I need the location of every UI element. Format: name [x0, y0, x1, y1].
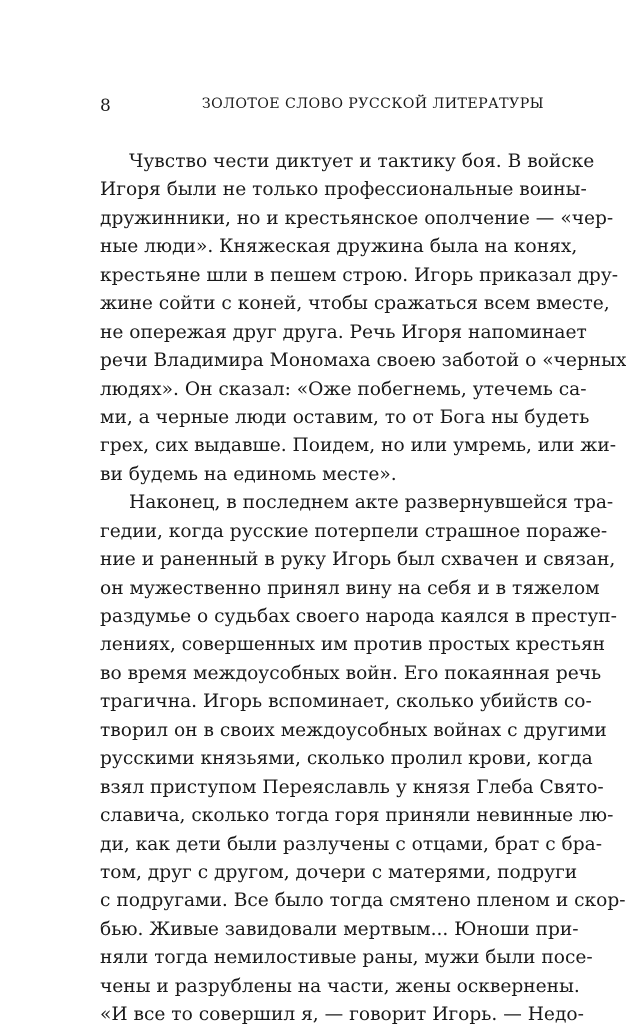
text-line: речи Владимира Мономаха своею заботой о «черных [100, 350, 626, 372]
text-line: няли тогда немилостивые раны, мужи были посе- [100, 947, 593, 969]
text-line: лениях, совершенных им против простых крестьян [100, 634, 606, 656]
text-line: людях». Он сказал: «Оже побегнемь, утечемь са- [100, 378, 587, 400]
text-line: Игоря были не только профессиональные воины- [100, 179, 587, 201]
text-line: Наконец, в последнем акте развернувшейся тра- [129, 492, 614, 514]
text-line: ные люди». Княжеская дружина была на конях, [100, 236, 578, 258]
text-line: ми, а черные люди оставим, то от Бога ны будеть [100, 406, 590, 428]
text-line: ние и раненный в руку Игорь был схвачен и связан, [100, 549, 616, 571]
text-line: дружинники, но и крестьянское ополчение — «чер- [100, 207, 614, 229]
text-line: ди, как дети были разлучены с отцами, брат с бра- [100, 833, 603, 855]
body-text [100, 148, 626, 1030]
text-line: том, друг с другом, дочери с матерями, подруги [100, 861, 578, 883]
page-number: 8 [100, 96, 111, 116]
text-line: Чувство чести диктует и тактику боя. В войске [129, 151, 595, 172]
text-line: творил он в своих междоусобных войнах с другими [100, 719, 607, 741]
text-line: во время междоусобных войн. Его покаянная речь [100, 662, 602, 684]
text-line: чены и разрублены на части, жены осквернены. [100, 975, 580, 997]
text-line: гедии, когда русские потерпели страшное пораже- [100, 520, 608, 542]
text-line: «И все то совершил я, — говорит Игорь. — Недо- [100, 1004, 584, 1026]
text-line: с подругами. Все было тогда смятено пленом и скор- [100, 890, 626, 912]
running-title: ЗОЛОТОЕ СЛОВО РУССКОЙ ЛИТЕРАТУРЫ [201, 96, 544, 112]
text-line: грех, сих выдавше. Поидем, но или умремь, или жи- [100, 435, 617, 457]
text-line: раздумье о судьбах своего народа каялся в преступ- [100, 606, 617, 627]
text-line: взял приступом Переяславль у князя Глеба Свято- [100, 776, 604, 798]
text-line: не опережая друг друга. Речь Игоря напоминает [100, 321, 587, 343]
text-line: он мужественно принял вину на себя и в тяжелом [100, 577, 600, 599]
text-line: русскими князьями, сколько пролил крови, когда [100, 748, 593, 770]
text-line: трагична. Игорь вспоминает, сколько убийств со- [100, 691, 592, 713]
text-line: ви будемь на единомь месте». [100, 463, 397, 485]
text-line: жине сойти с коней, чтобы сражаться всем вместе, [100, 293, 610, 315]
running-header [100, 96, 544, 120]
text-line: бью. Живые завидовали мертвым... Юноши при- [100, 918, 579, 940]
text-line: крестьяне шли в пешем строю. Игорь приказал дру- [100, 264, 619, 286]
text-line: славича, сколько тогда горя приняли невинные лю- [100, 805, 614, 827]
